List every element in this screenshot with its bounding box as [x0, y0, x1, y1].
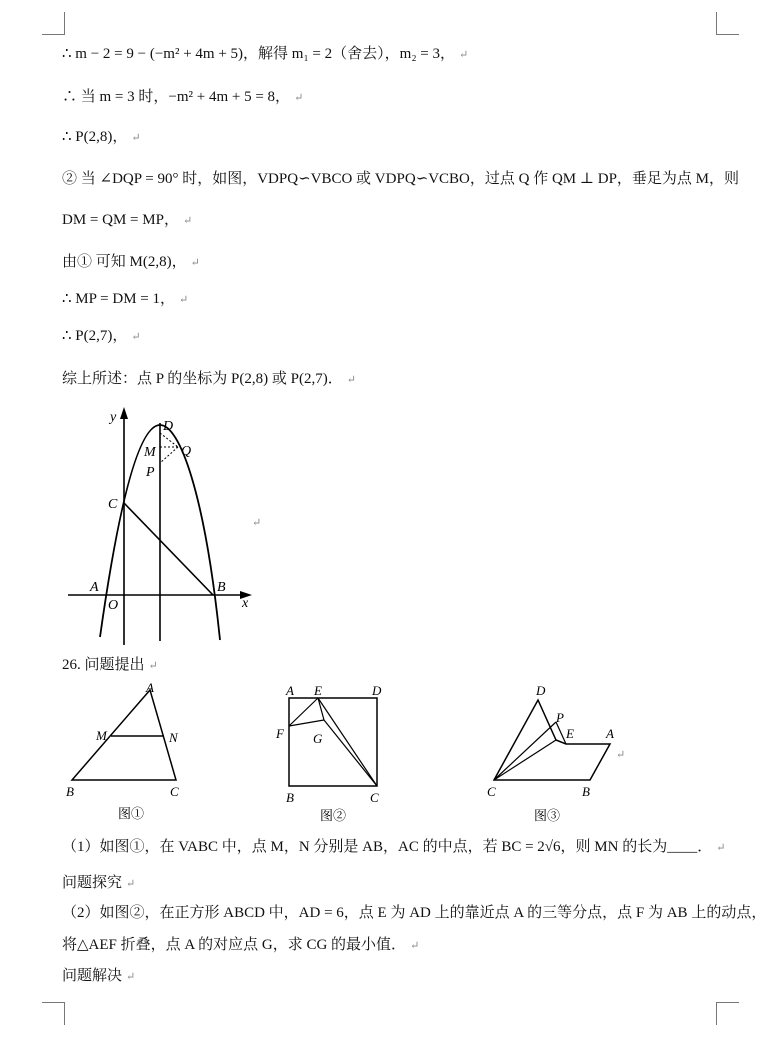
line-11: （1）如图①，在 VABC 中，点 M，N 分别是 AB，AC 的中点，若 BC = 2√6，则 MN 的长为____． ↵ — [62, 839, 726, 855]
line-5: DM = QM = MP， ↵ — [62, 212, 193, 228]
fig3-caption: 图③ — [534, 808, 561, 823]
fig3-label-D: D — [536, 683, 546, 698]
line-7: ∴ MP = DM = 1， ↵ — [62, 291, 189, 307]
label-A: A — [90, 580, 99, 595]
fig3-label-A: A — [606, 726, 614, 741]
line-6: 由① 可知 M(2,8)， ↵ — [62, 254, 200, 270]
label-D: D — [163, 419, 174, 434]
fig2-label-F: F — [276, 726, 284, 741]
quad-outline — [494, 700, 610, 780]
label-B: B — [217, 580, 226, 595]
fig3-label-E: E — [566, 726, 574, 741]
fig1-label-B: B — [66, 784, 74, 799]
segment-ec — [318, 698, 377, 786]
graph-return-mark: ↵ — [252, 517, 262, 529]
fig1-label-M: M — [96, 728, 107, 743]
figure-3 — [482, 682, 632, 827]
fig1-label-N: N — [169, 730, 178, 745]
line-4: ② 当 ∠DQP = 90° 时，如图，VDPQ∽VBCO 或 VDPQ∽VCBO，过点 Q 作 QM ⊥ DP，垂足为点 M，则 — [62, 171, 740, 187]
fig2-label-G: G — [313, 731, 323, 746]
line-3: ∴ P(2,8)， ↵ — [62, 129, 141, 145]
segment-gc — [324, 720, 377, 786]
fig1-label-C: C — [170, 784, 179, 799]
fig3-return-mark: ↵ — [616, 749, 626, 761]
fig3-label-C: C — [487, 784, 496, 799]
line-14: 将△AEF 折叠，点 A 的对应点 G，求 CG 的最小值． ↵ — [62, 937, 420, 953]
corner-mark-bottom-left — [42, 1002, 65, 1025]
segment-cp — [494, 722, 556, 780]
line-15: 问题解决 ↵ — [62, 968, 136, 984]
line-13: （2）如图②，在正方形 ABCD 中，AD = 6，点 E 为 AD 上的靠近点 A 的三等分点，点 F 为 AB 上的动点， — [62, 905, 767, 921]
fig2-label-A: A — [286, 683, 294, 698]
line-1: ∴ m − 2 = 9 − (−m² + 4m + 5)，解得 m₁ = 2（舍去），m₂ = 3， ↵ — [62, 46, 469, 62]
fig2-label-E: E — [314, 683, 322, 698]
dashed-qp — [160, 447, 178, 463]
line-cb — [124, 503, 213, 595]
line-10: 26. 问题提出 ↵ — [62, 657, 158, 673]
label-y: y — [110, 410, 117, 425]
parabola-graph — [60, 405, 260, 645]
label-M: M — [144, 445, 156, 460]
figure-2 — [272, 682, 392, 827]
fig2-caption: 图② — [320, 808, 347, 823]
corner-mark-top-right — [716, 12, 739, 35]
label-C: C — [108, 497, 118, 512]
fig2-label-B: B — [286, 790, 294, 805]
line-9: 综上所述：点 P 的坐标为 P(2,8) 或 P(2,7)． ↵ — [62, 371, 356, 387]
label-O: O — [108, 598, 119, 613]
label-P: P — [146, 465, 155, 480]
square-abcd — [289, 698, 377, 786]
figure-1 — [62, 680, 192, 825]
triangle-abc — [72, 690, 176, 780]
label-x: x — [242, 596, 249, 611]
line-8: ∴ P(2,7)， ↵ — [62, 328, 141, 344]
fig3-label-B: B — [582, 784, 590, 799]
fig1-caption: 图① — [118, 806, 145, 821]
label-Q: Q — [181, 444, 192, 459]
line-12: 问题探究 ↵ — [62, 875, 136, 891]
dashed-dq — [160, 433, 178, 447]
fig3-label-P: P — [556, 710, 564, 725]
corner-mark-top-left — [42, 12, 65, 35]
corner-mark-bottom-right — [716, 1002, 739, 1025]
line-2: ∴ 当 m = 3 时，−m² + 4m + 5 = 8， ↵ — [62, 89, 304, 105]
y-axis-arrow — [120, 407, 128, 419]
fig2-label-C: C — [370, 790, 379, 805]
segment-eg — [318, 698, 324, 720]
fig2-label-D: D — [372, 683, 382, 698]
fig1-label-A: A — [146, 680, 154, 695]
segment-ce — [494, 740, 556, 780]
